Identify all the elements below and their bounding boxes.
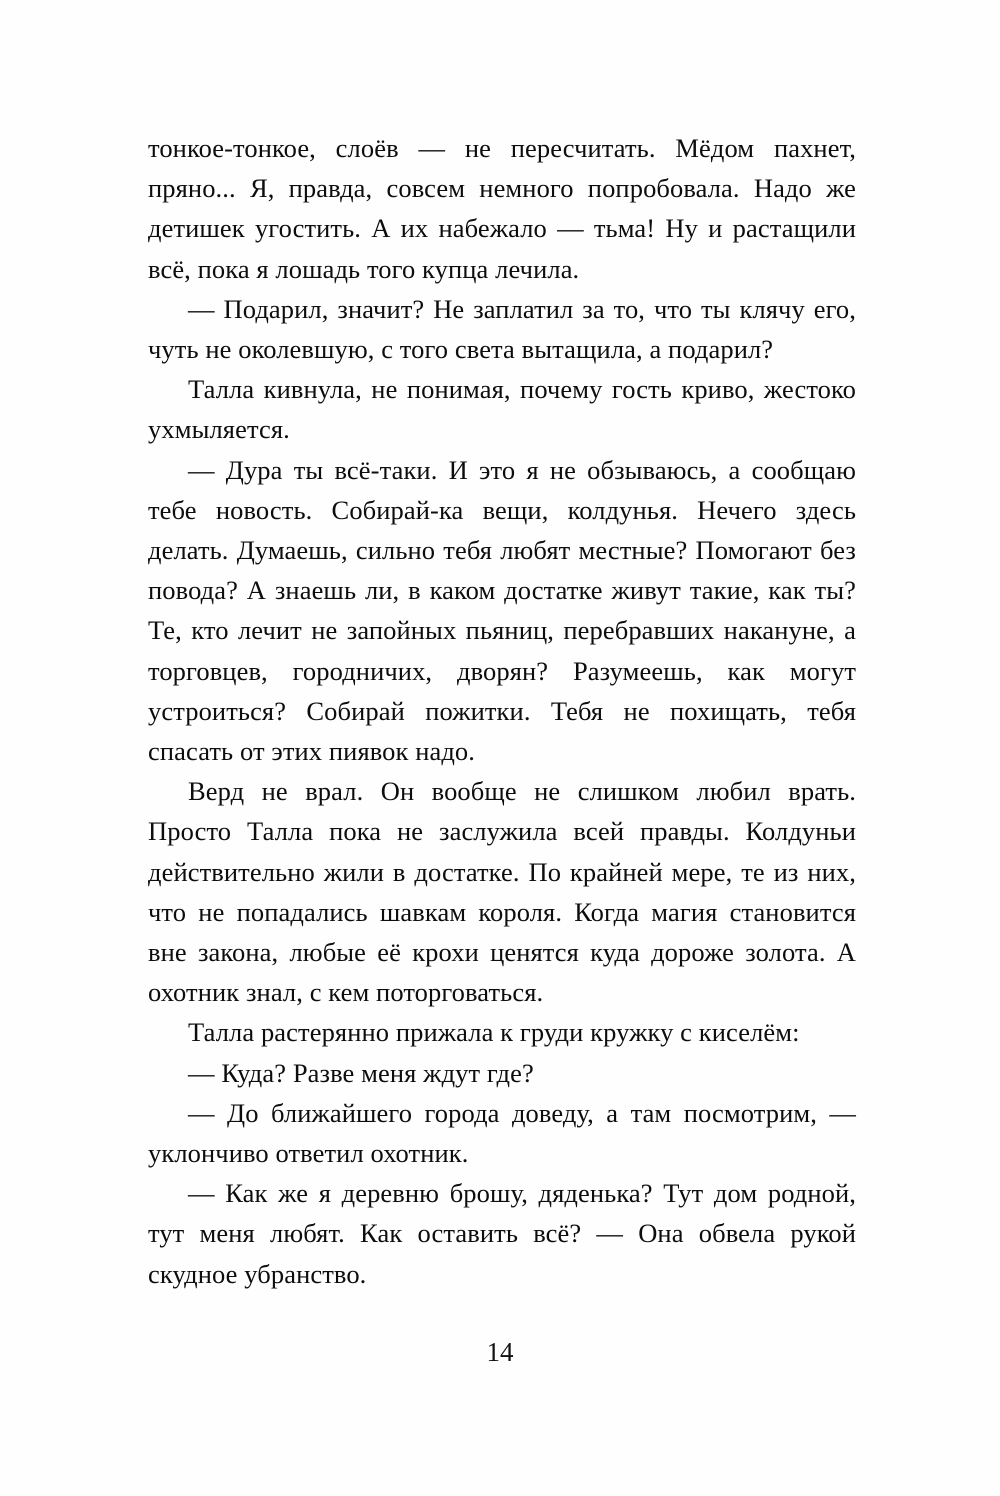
paragraph: Талла растерянно прижала к груди кружку с киселём:: [188, 1017, 800, 1048]
paragraph: — Как же я деревню брошу, дяденька? Тут дом родной, тут меня любят. Как оставить всё? — Она обвела рукой скудное убранство.: [148, 1178, 856, 1289]
page-text-body: [148, 128, 856, 1294]
paragraph: — Дура ты всё-таки. И это я не обзываюсь, а сообщаю тебе новость. Собирай-ка вещи, колдунья. Нечего здесь делать. Думаешь, сильно тебя любят местные? Помогают без повода? А знаешь ли, в каком достатке живут такие, как ты? Те, кто лечит не запойных пьяниц, перебравших накануне, а торговцев, городничих, дворян? Разумеешь, как могут устроиться? Собирай пожитки. Тебя не похищать, тебя спасать от этих пиявок надо.: [148, 454, 856, 767]
paragraph: — Подарил, значит? Не заплатил за то, что ты клячу его, чуть не околевшую, с того света вытащила, а подарил?: [148, 293, 856, 365]
paragraph: — Куда? Разве меня ждут где?: [188, 1057, 534, 1088]
paragraph: — До ближайшего города доведу, а там посмотрим, — уклончиво ответил охотник.: [148, 1097, 856, 1169]
paragraph: Талла кивнула, не понимая, почему гость криво, жестоко ухмыляется.: [148, 374, 856, 445]
paragraph: Верд не врал. Он вообще не слишком любил врать. Просто Талла пока не заслужила всей правды. Колдуньи действительно жили в достатке. По крайней мере, те из них, что не попадались шавкам короля. Когда магия становится вне закона, любые её крохи ценятся куда дороже золота. А охотник знал, с кем поторговаться.: [148, 776, 856, 1008]
paragraph: тонкое-тонкое, слоёв — не пересчитать. Мёдом пахнет, пряно... Я, правда, совсем немного попробовала. Надо же детишек угостить. А их набежало — тьма! Ну и растащили всё, пока я лошадь того купца лечила.: [148, 133, 856, 284]
page-number: 14: [486, 1337, 514, 1367]
